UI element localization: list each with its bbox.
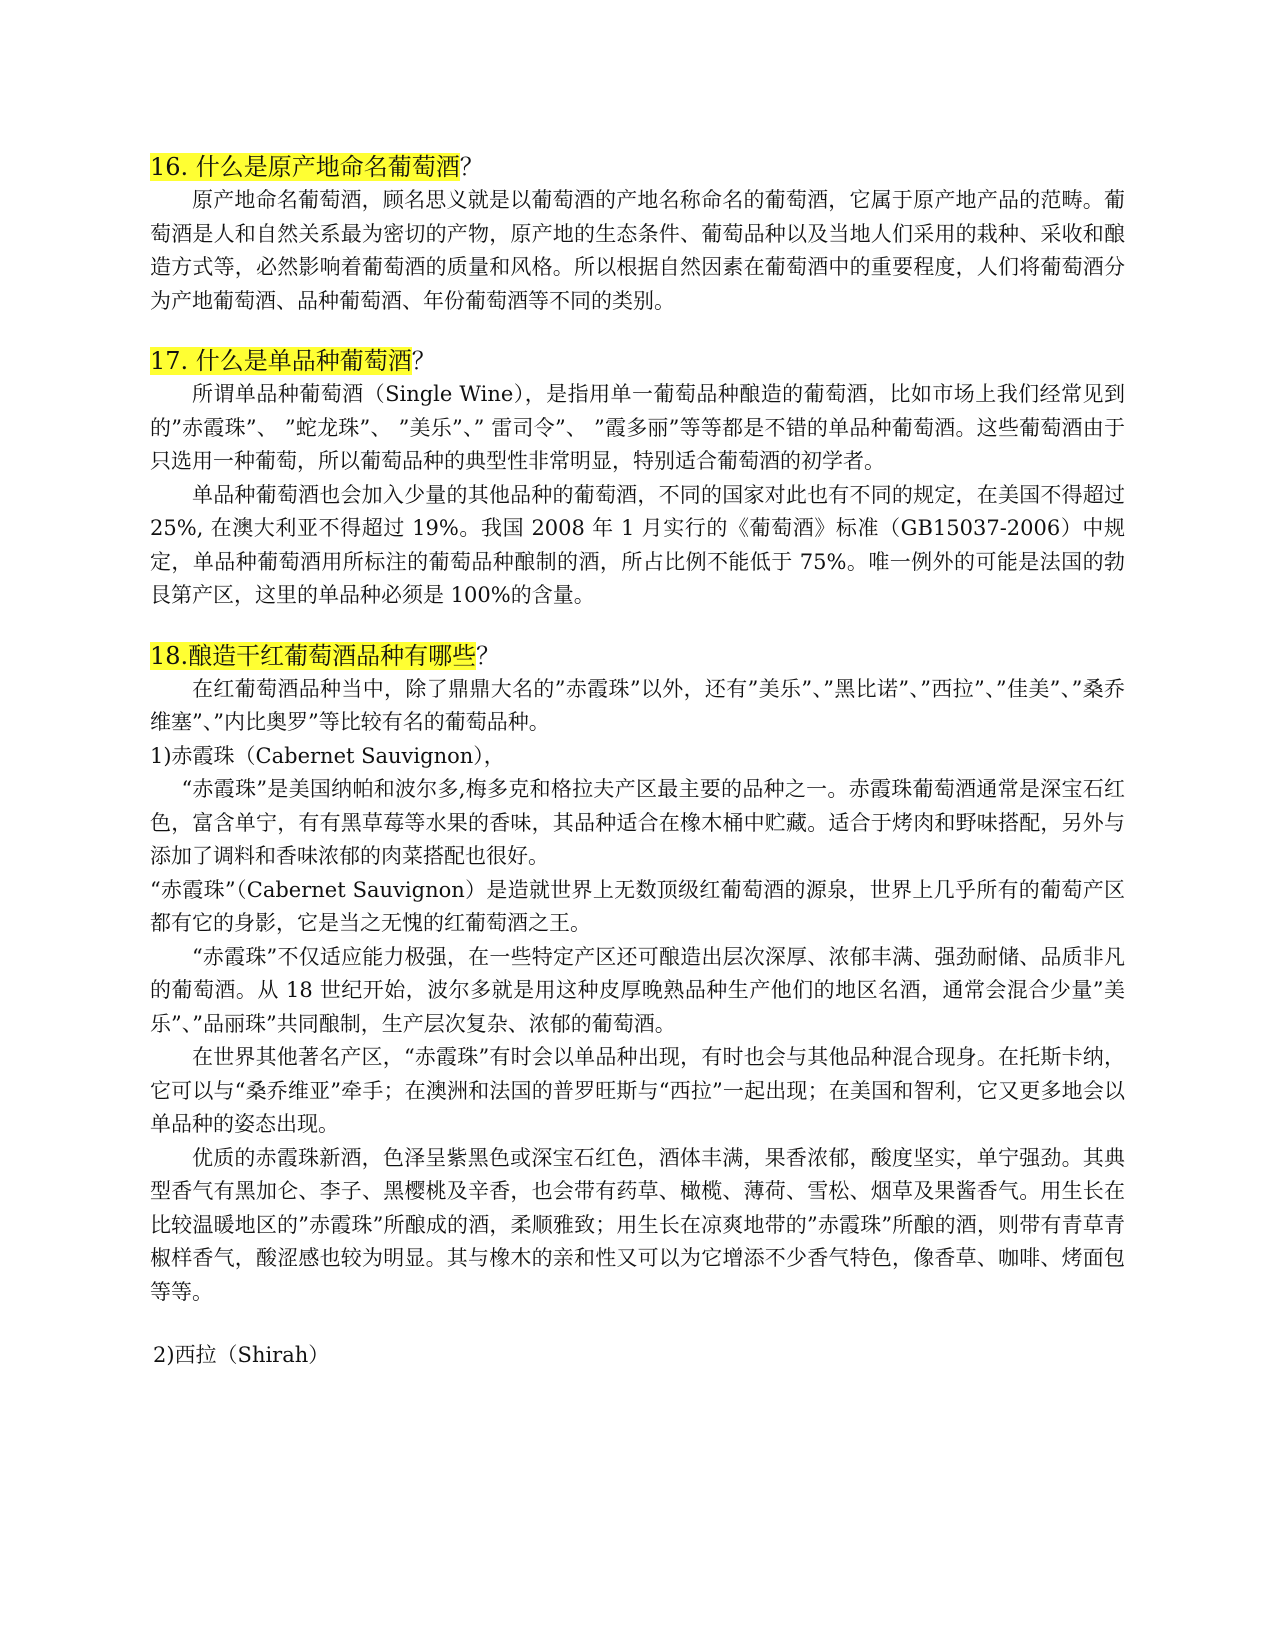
paragraph: “赤霞珠”不仅适应能力极强，在一些特定产区还可酿造出层次深厚、浓郁丰满、强劲耐储、品质非凡的葡萄酒。从 18 世纪开始，波尔多就是用这种皮厚晚熟品种生产他们的地区名酒，通常会混合少量”美乐”、”品丽珠”共同酿制，生产层次复杂、浓郁的葡萄酒。: [150, 944, 1125, 1036]
paragraph: “赤霞珠”（Cabernet Sauvignon）是造就世界上无数顶级红葡萄酒的源泉，世界上几乎所有的葡萄产区都有它的身影，它是当之无愧的红葡萄酒之王。: [150, 877, 1125, 935]
section-17: [150, 344, 1125, 613]
section-16: [150, 150, 1125, 318]
heading-question-mark: ？: [476, 641, 501, 670]
paragraph: 在世界其他著名产区，“赤霞珠”有时会以单品种出现，有时也会与其他品种混合现身。在托斯卡纳，它可以与“桑乔维亚”牵手；在澳洲和法国的普罗旺斯与“西拉”一起出现；在美国和智利，它又更多地会以单品种的姿态出现。: [150, 1045, 1125, 1136]
heading-highlight: 18.酿造干红葡萄酒品种有哪些: [150, 641, 477, 670]
section-heading: [150, 150, 1125, 184]
heading-question-mark: ？: [459, 153, 484, 181]
subheading-cabernet: 1)赤霞珠（Cabernet Sauvignon），: [150, 743, 505, 768]
heading-highlight: 16. 什么是原产地命名葡萄酒: [150, 153, 460, 181]
paragraph: 原产地命名葡萄酒，顾名思义就是以葡萄酒的产地名称命名的葡萄酒，它属于原产地产品的范畴。葡萄酒是人和自然关系最为密切的产物，原产地的生态条件、葡萄品种以及当地人们采用的栽种、采收和酿造方式等，必然影响着葡萄酒的质量和风格。所以根据自然因素在葡萄酒中的重要程度，人们将葡萄酒分为产地葡萄酒、品种葡萄酒、年份葡萄酒等不同的类别。: [150, 188, 1125, 313]
document-page: [150, 150, 1125, 1399]
paragraph: 优质的赤霞珠新酒，色泽呈紫黑色或深宝石红色，酒体丰满，果香浓郁，酸度坚实，单宁强劲。其典型香气有黑加仑、李子、黑樱桃及辛香，也会带有药草、橄榄、薄荷、雪松、烟草及果酱香气。用生长在比较温暖地区的”赤霞珠”所酿成的酒，柔顺雅致；用生长在凉爽地带的”赤霞珠”所酿的酒，则带有青草青椒样香气，酸涩感也较为明显。其与橡木的亲和性又可以为它增添不少香气特色，像香草、咖啡、烤面包等等。: [150, 1145, 1125, 1304]
section-heading: [150, 639, 1125, 673]
paragraph: “赤霞珠”是美国纳帕和波尔多,梅多克和格拉夫产区最主要的品种之一。赤霞珠葡萄酒通常是深宝石红色，富含单宁，有有黑草莓等水果的香味，其品种适合在橡木桶中贮藏。适合于烤肉和野味搭配，另外与添加了调料和香味浓郁的肉菜搭配也很好。: [150, 777, 1125, 868]
section-18: [150, 639, 1125, 1373]
subheading-shirah: 2)西拉（Shirah）: [153, 1343, 330, 1367]
paragraph: 单品种葡萄酒也会加入少量的其他品种的葡萄酒，不同的国家对此也有不同的规定，在美国不得超过 25%, 在澳大利亚不得超过 19%。我国 2008 年 1 月实行的《葡萄酒》标准（GB15037-2006）中规定，单品种葡萄酒用所标注的葡萄品种酿制的酒，所占比例不能低于 75%。唯一例外的可能是法国的勃艮第产区，这里的单品种必须是 100%的含量。: [150, 482, 1125, 607]
paragraph: 在红葡萄酒品种当中，除了鼎鼎大名的”赤霞珠”以外，还有”美乐”、”黑比诺”、”西拉”、”佳美”、”桑乔维塞”、”内比奥罗”等比较有名的葡萄品种。: [150, 676, 1125, 734]
heading-highlight: 17. 什么是单品种葡萄酒: [150, 347, 412, 375]
paragraph: 所谓单品种葡萄酒（Single Wine），是指用单一葡萄品种酿造的葡萄酒，比如市场上我们经常见到的”赤霞珠”、 ”蛇龙珠”、 ”美乐”、” 雷司令”、 ”霞多丽”等等都是不错的单品种葡萄酒。这些葡萄酒由于只选用一种葡萄，所以葡萄品种的典型性非常明显，特别适合葡萄酒的初学者。: [150, 382, 1125, 473]
section-heading: [150, 344, 1125, 378]
heading-question-mark: ？: [411, 347, 436, 375]
